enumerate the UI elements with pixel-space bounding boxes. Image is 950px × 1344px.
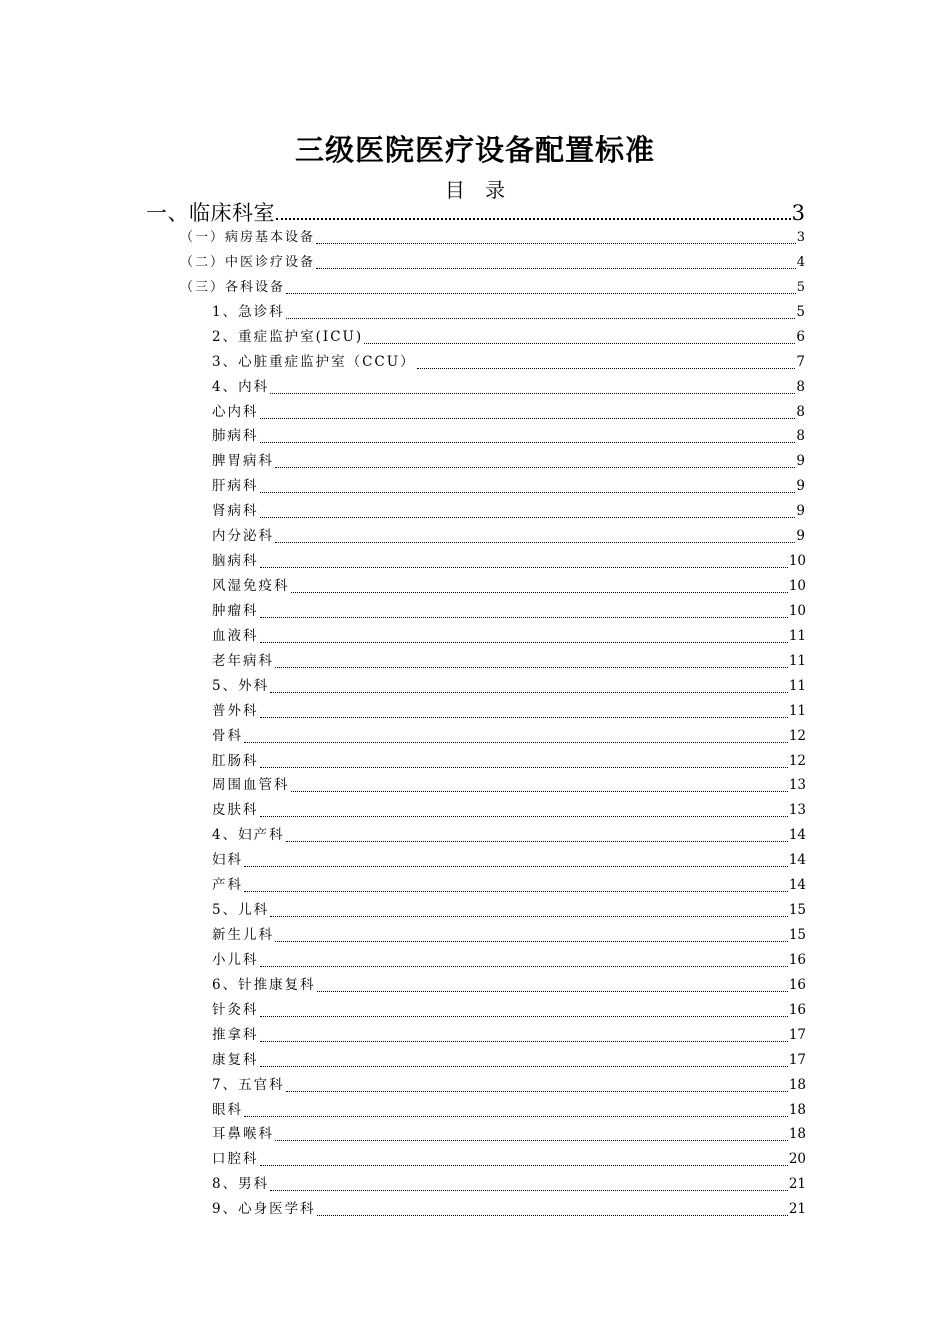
toc-dot-leader <box>417 368 796 369</box>
toc-entry-page: 13 <box>788 802 806 819</box>
toc-entry-page: 11 <box>788 627 806 644</box>
toc-entry-page: 18 <box>788 1126 806 1143</box>
toc-entry-page: 14 <box>788 827 806 844</box>
toc-entry-label: 9、心身医学科 <box>212 1201 316 1218</box>
toc-entry-label: 产科 <box>212 877 243 894</box>
toc-entry-page: 9 <box>796 478 805 495</box>
toc-entry[interactable] <box>212 1122 806 1147</box>
toc-entry-page: 21 <box>788 1201 806 1218</box>
toc-entry-page: 16 <box>788 1001 806 1018</box>
toc-dot-leader <box>244 866 788 867</box>
toc-entry[interactable] <box>212 1098 806 1123</box>
toc-entry-label: 耳鼻喉科 <box>212 1126 274 1143</box>
toc-entry-label: 周围血管科 <box>212 777 290 794</box>
toc-entry[interactable] <box>180 275 805 300</box>
toc-dot-leader <box>260 442 796 443</box>
toc-entry[interactable] <box>212 998 806 1023</box>
toc-entry-label: 普外科 <box>212 702 259 719</box>
toc-entry-page: 21 <box>788 1176 806 1193</box>
toc-dot-leader <box>260 1165 788 1166</box>
toc-entry-label: 脑病科 <box>212 553 259 570</box>
toc-dot-leader <box>286 841 788 842</box>
toc-entry-page: 11 <box>788 677 806 694</box>
toc-entry-label: 皮肤科 <box>212 802 259 819</box>
toc-dot-leader <box>276 218 791 220</box>
toc-entry-page: 18 <box>788 1101 806 1118</box>
toc-dot-leader <box>260 567 788 568</box>
toc-entry[interactable] <box>212 325 805 350</box>
toc-entry-page: 3 <box>791 201 805 225</box>
toc-entry-page: 5 <box>796 279 805 295</box>
toc-entry[interactable] <box>212 898 806 923</box>
toc-entry[interactable] <box>212 948 806 973</box>
toc-entry-page: 17 <box>788 1026 806 1043</box>
toc-entry-label: 老年病科 <box>212 652 274 669</box>
toc-entry[interactable] <box>212 350 805 375</box>
toc-entry-page: 14 <box>788 852 806 869</box>
toc-entry[interactable] <box>212 923 806 948</box>
toc-dot-leader <box>291 592 788 593</box>
toc-entry-page: 10 <box>788 553 806 570</box>
toc-dot-leader <box>275 467 795 468</box>
toc-dot-leader <box>286 293 796 294</box>
toc-entry-label: 4、妇产科 <box>212 827 285 844</box>
toc-entry[interactable] <box>212 1197 806 1222</box>
toc-dot-leader <box>244 1116 788 1117</box>
toc-dot-leader <box>286 1091 788 1092</box>
toc-dot-leader <box>275 1140 788 1141</box>
toc-entry-page: 13 <box>788 777 806 794</box>
toc-dot-leader <box>260 1041 788 1042</box>
toc-entry[interactable] <box>212 973 806 998</box>
toc-entry-page: 8 <box>796 428 805 445</box>
toc-dot-leader <box>316 268 796 269</box>
toc-entry-label: 5、儿科 <box>212 902 270 919</box>
toc-entry[interactable] <box>212 499 805 524</box>
toc-entry[interactable] <box>212 724 806 749</box>
toc-entry-label: 眼科 <box>212 1101 243 1118</box>
toc-dot-leader <box>260 617 788 618</box>
toc-entry-label: 心内科 <box>212 403 259 420</box>
toc-entry-label: 1、急诊科 <box>212 303 285 320</box>
toc-entry-label: 肿瘤科 <box>212 602 259 619</box>
toc-dot-leader <box>270 916 788 917</box>
toc-dot-leader <box>260 816 788 817</box>
toc-dot-leader <box>260 492 796 493</box>
toc-entry[interactable] <box>212 699 806 724</box>
toc-dot-leader <box>260 966 788 967</box>
toc-dot-leader <box>275 941 788 942</box>
toc-entry-page: 18 <box>788 1076 806 1093</box>
toc-entry[interactable] <box>212 449 805 474</box>
toc-dot-leader <box>275 667 788 668</box>
document-title: 三级医院医疗设备配置标准 <box>294 133 655 167</box>
toc-entry[interactable] <box>212 599 806 624</box>
toc-entry-page: 5 <box>796 303 805 320</box>
toc-entry-label: 肛肠科 <box>212 752 259 769</box>
toc-dot-leader <box>244 742 788 743</box>
toc-dot-leader <box>275 542 795 543</box>
toc-entry-label: 新生儿科 <box>212 927 274 944</box>
toc-entry-label: 妇科 <box>212 852 243 869</box>
toc-entry[interactable] <box>212 674 806 699</box>
toc-entry[interactable] <box>212 823 806 848</box>
toc-dot-leader <box>260 767 788 768</box>
toc-entry-label: 脾胃病科 <box>212 453 274 470</box>
toc-entry-label: 小儿科 <box>212 951 259 968</box>
toc-entry-label: 8、男科 <box>212 1176 270 1193</box>
toc-entry-page: 4 <box>796 254 805 270</box>
toc-entry-page: 8 <box>796 378 805 395</box>
toc-dot-leader <box>260 418 796 419</box>
toc-entry[interactable] <box>212 1048 806 1073</box>
toc-entry[interactable] <box>212 749 806 774</box>
toc-entry-label: 6、针推康复科 <box>212 976 316 993</box>
toc-entry-label: 内分泌科 <box>212 528 274 545</box>
toc-dot-leader <box>364 343 795 344</box>
toc-entry-label: 风湿免疫科 <box>212 578 290 595</box>
toc-entry-page: 3 <box>796 230 805 245</box>
toc-entry-page: 12 <box>788 752 806 769</box>
toc-entry-page: 9 <box>796 453 805 470</box>
toc-entry-label: 一、临床科室 <box>146 201 275 225</box>
toc-entry-label: 3、心脏重症监护室（CCU） <box>212 353 416 370</box>
toc-entry-label: 4、内科 <box>212 378 270 395</box>
toc-entry[interactable] <box>212 474 805 499</box>
toc-entry[interactable] <box>212 848 806 873</box>
toc-entry-label: 针灸科 <box>212 1001 259 1018</box>
toc-entry[interactable] <box>212 300 805 325</box>
toc-dot-leader <box>270 393 795 394</box>
toc-entry-page: 10 <box>788 602 806 619</box>
toc-entry-label: 口腔科 <box>212 1151 259 1168</box>
toc-entry-page: 15 <box>788 927 806 944</box>
toc-dot-leader <box>270 1190 788 1191</box>
toc-entry[interactable] <box>180 225 805 250</box>
toc-entry[interactable] <box>212 574 806 599</box>
toc-entry[interactable] <box>212 1147 806 1172</box>
toc-dot-leader <box>260 1016 788 1017</box>
toc-entry[interactable] <box>212 1023 806 1048</box>
toc-entry-page: 8 <box>796 403 805 420</box>
toc-entry-page: 17 <box>788 1051 806 1068</box>
toc-entry-label: 骨科 <box>212 727 243 744</box>
toc-entry[interactable] <box>212 1172 806 1197</box>
toc-dot-leader <box>260 1066 788 1067</box>
toc-entry[interactable] <box>212 424 805 449</box>
toc-dot-leader <box>316 243 796 244</box>
toc-entry-label: 肾病科 <box>212 503 259 520</box>
toc-entry-label: （一）病房基本设备 <box>180 230 316 245</box>
toc-entry[interactable] <box>146 198 805 228</box>
toc-entry-page: 16 <box>788 951 806 968</box>
toc-dot-leader <box>244 891 788 892</box>
toc-entry-page: 14 <box>788 877 806 894</box>
toc-entry-page: 9 <box>796 503 805 520</box>
toc-entry-label: （三）各科设备 <box>180 279 286 295</box>
toc-entry-label: 5、外科 <box>212 677 270 694</box>
toc-entry-label: （二）中医诊疗设备 <box>180 254 316 270</box>
toc-entry-label: 推拿科 <box>212 1026 259 1043</box>
toc-entry-label: 康复科 <box>212 1051 259 1068</box>
toc-entry[interactable] <box>212 773 806 798</box>
toc-entry-page: 20 <box>788 1151 806 1168</box>
toc-entry[interactable] <box>180 250 805 275</box>
toc-dot-leader <box>317 1215 788 1216</box>
toc-entry[interactable] <box>212 624 806 649</box>
toc-dot-leader <box>260 642 788 643</box>
toc-dot-leader <box>291 791 788 792</box>
toc-entry[interactable] <box>212 798 806 823</box>
toc-entry-label: 肝病科 <box>212 478 259 495</box>
toc-entry-page: 6 <box>796 328 805 345</box>
toc-entry-page: 16 <box>788 976 806 993</box>
toc-entry[interactable] <box>212 524 805 549</box>
toc-dot-leader <box>270 692 788 693</box>
toc-entry-label: 肺病科 <box>212 428 259 445</box>
toc-dot-leader <box>260 517 796 518</box>
toc-entry-page: 11 <box>788 702 806 719</box>
toc-entry[interactable] <box>212 400 805 425</box>
toc-entry-page: 7 <box>796 353 805 370</box>
toc-entry[interactable] <box>212 375 805 400</box>
toc-entry[interactable] <box>212 873 806 898</box>
toc-entry-page: 15 <box>788 902 806 919</box>
toc-dot-leader <box>317 991 788 992</box>
toc-dot-leader <box>260 717 788 718</box>
toc-entry-page: 9 <box>796 528 805 545</box>
toc-dot-leader <box>286 318 796 319</box>
toc-entry-page: 10 <box>788 578 806 595</box>
toc-entry[interactable] <box>212 1073 806 1098</box>
toc-entry-page: 12 <box>788 727 806 744</box>
toc-entry[interactable] <box>212 549 806 574</box>
toc-entry-label: 2、重症监护室(ICU) <box>212 328 364 345</box>
toc-entry[interactable] <box>212 649 806 674</box>
toc-entry-label: 血液科 <box>212 627 259 644</box>
toc-entry-page: 11 <box>788 652 806 669</box>
toc-entry-label: 7、五官科 <box>212 1076 285 1093</box>
toc-heading: 目 录 <box>444 178 506 202</box>
